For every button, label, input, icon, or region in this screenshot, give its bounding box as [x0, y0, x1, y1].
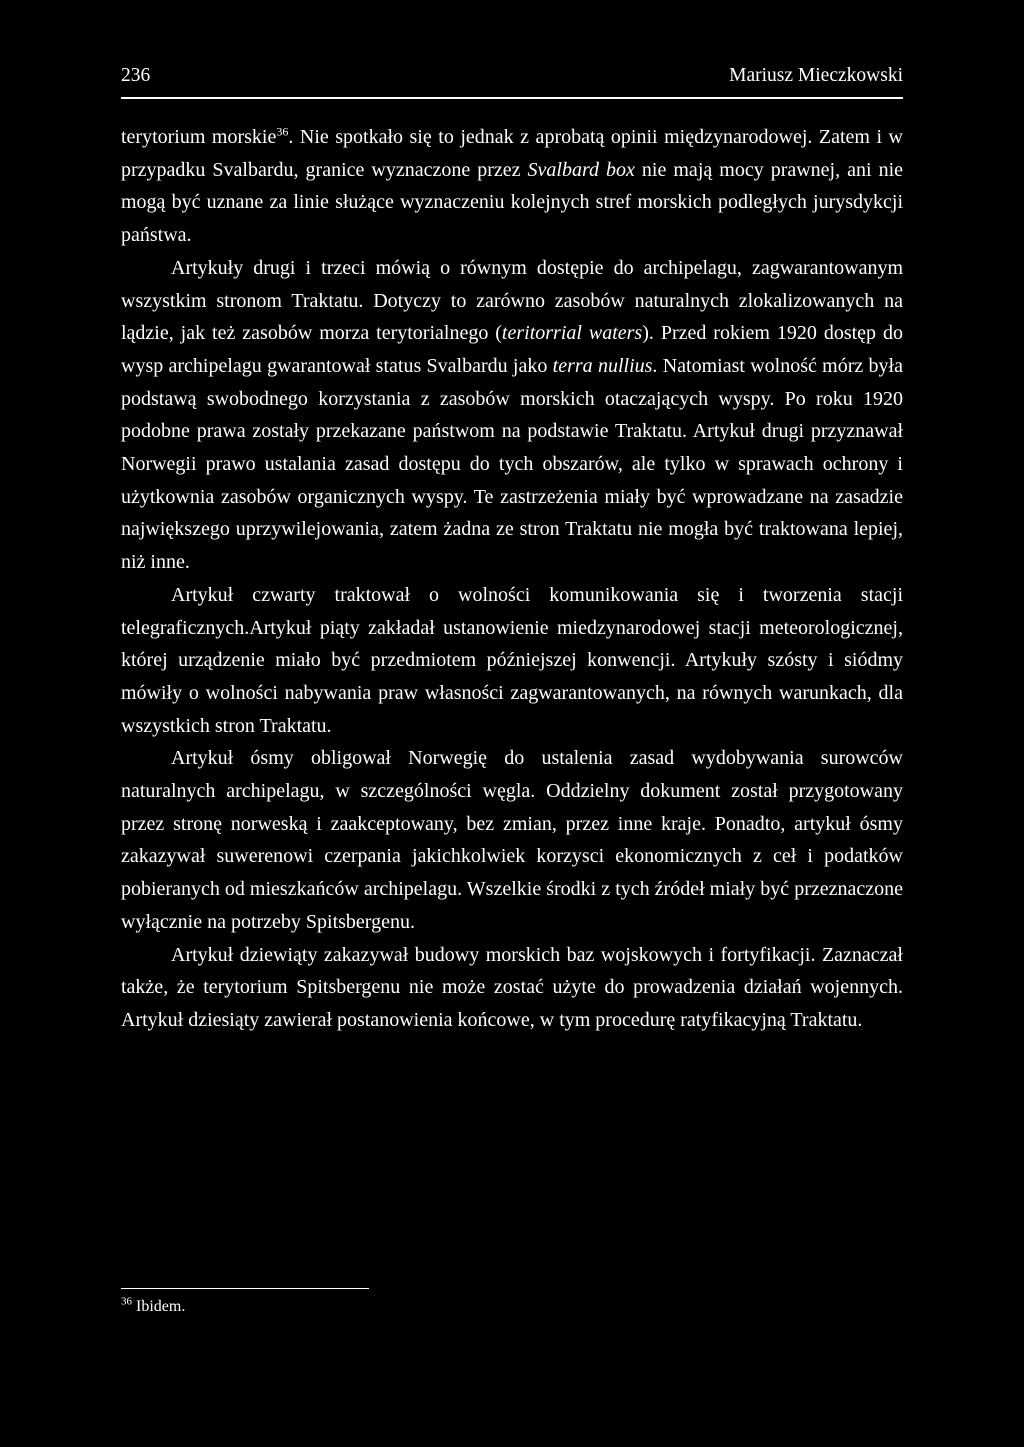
text-run: Artykuły drugi i trzeci mówią o równym dostępie do archipelagu, zagwarantowanym wszystkim stronom Traktatu. Dotyczy to zarówno zasobów naturalnych zlokalizowanych na lądzie, jak też zasobów morza terytorialnego (	[121, 256, 903, 345]
paragraph-1	[121, 121, 903, 252]
footnote-text: Ibidem.	[132, 1298, 186, 1315]
italic-term: Svalbard box	[527, 158, 635, 181]
text-run: terytorium morskie	[121, 126, 277, 148]
paragraph-4: Artykuł ósmy obligował Norwegię do ustalenia zasad wydobywania surowców naturalnych archipelagu, w szczególności węgla. Oddzielny dokument został przygotowany przez stronę norweską i zaakceptowany, bez zmian, przez inne kraje. Ponadto, artykuł ósmy zakazywał suwerenowi czerpania jakichkolwiek korzysci ekonomicznych z ceł i podatków pobieranych od mieszkańców archipelagu. Wszelkie środki z tych źródeł miały być przeznaczone wyłącznie na potrzeby Spitsbergenu.	[121, 747, 903, 933]
text-run: nie mają mocy prawnej, ani nie mogą być uznane za linie służące wyznaczeniu kolejnych stref morskich podległych jurysdykcji państwa.	[121, 158, 904, 247]
paragraph-5: Artykuł dziewiąty zakazywał budowy morskich baz wojskowych i fortyfikacji. Zaznaczał także, że terytorium Spitsbergenu nie może zostać użyte do prowadzenia działań wojennych. Artykuł dziesiąty zawierał postanowienia końcowe, w tym procedurę ratyfikacyjną Traktatu.	[121, 943, 903, 1031]
running-head-author: Mariusz Mieczkowski	[729, 65, 903, 86]
text-run: ). Przed rokiem 1920 dostęp do wysp archipelagu gwarantował status Svalbardu jako	[121, 322, 903, 377]
paragraph-2	[121, 252, 903, 579]
header-rule	[121, 97, 903, 99]
italic-term: terra nullius	[552, 354, 653, 377]
text-run: . Natomiast wolność mórz była podstawą swobodnego korzystania z zasobów morskich otaczających wyspy. Po roku 1920 podobne prawa zostały przekazane państwom na podstawie Traktatu. Artykuł drugi przyznawał Norwegii prawo ustalania zasad dostępu do tych obszarów, ale tylko w sprawach ochrony i użytkownia zasobów organicznych wyspy. Te zastrzeżenia miały być wprowadzane na zasadzie największego uprzywilejowania, zatem żadna ze stron Traktatu nie mogła być traktowana lepiej, niż inne.	[121, 354, 903, 574]
footnote-number: 36	[121, 1295, 132, 1308]
paragraph-3: Artykuł czwarty traktował o wolności komunikowania się i tworzenia stacji telegraficznych.Artykuł piąty zakładał ustanowienie miedzynarodowej stacji meteorologicznej, której urządzenie miało być przedmiotem późniejszej konwencji. Artykuły szósty i siódmy mówiły o wolności nabywania praw własności zagwarantowanych, na równych warunkach, dla wszystkich stron Traktatu.	[121, 583, 903, 737]
footnote	[121, 1292, 185, 1322]
text-run: . Nie spotkało się to jednak z aprobatą opinii międzynarodowej. Zatem i w przypadku Svalbardu, granice wyznaczone przez	[121, 126, 903, 181]
running-header	[121, 62, 903, 90]
footnote-ref: 36	[276, 124, 289, 139]
page-number: 236	[121, 65, 151, 86]
italic-term: teritorrial waters	[501, 322, 643, 345]
main-text	[121, 121, 903, 1037]
footnote-rule	[121, 1288, 369, 1289]
